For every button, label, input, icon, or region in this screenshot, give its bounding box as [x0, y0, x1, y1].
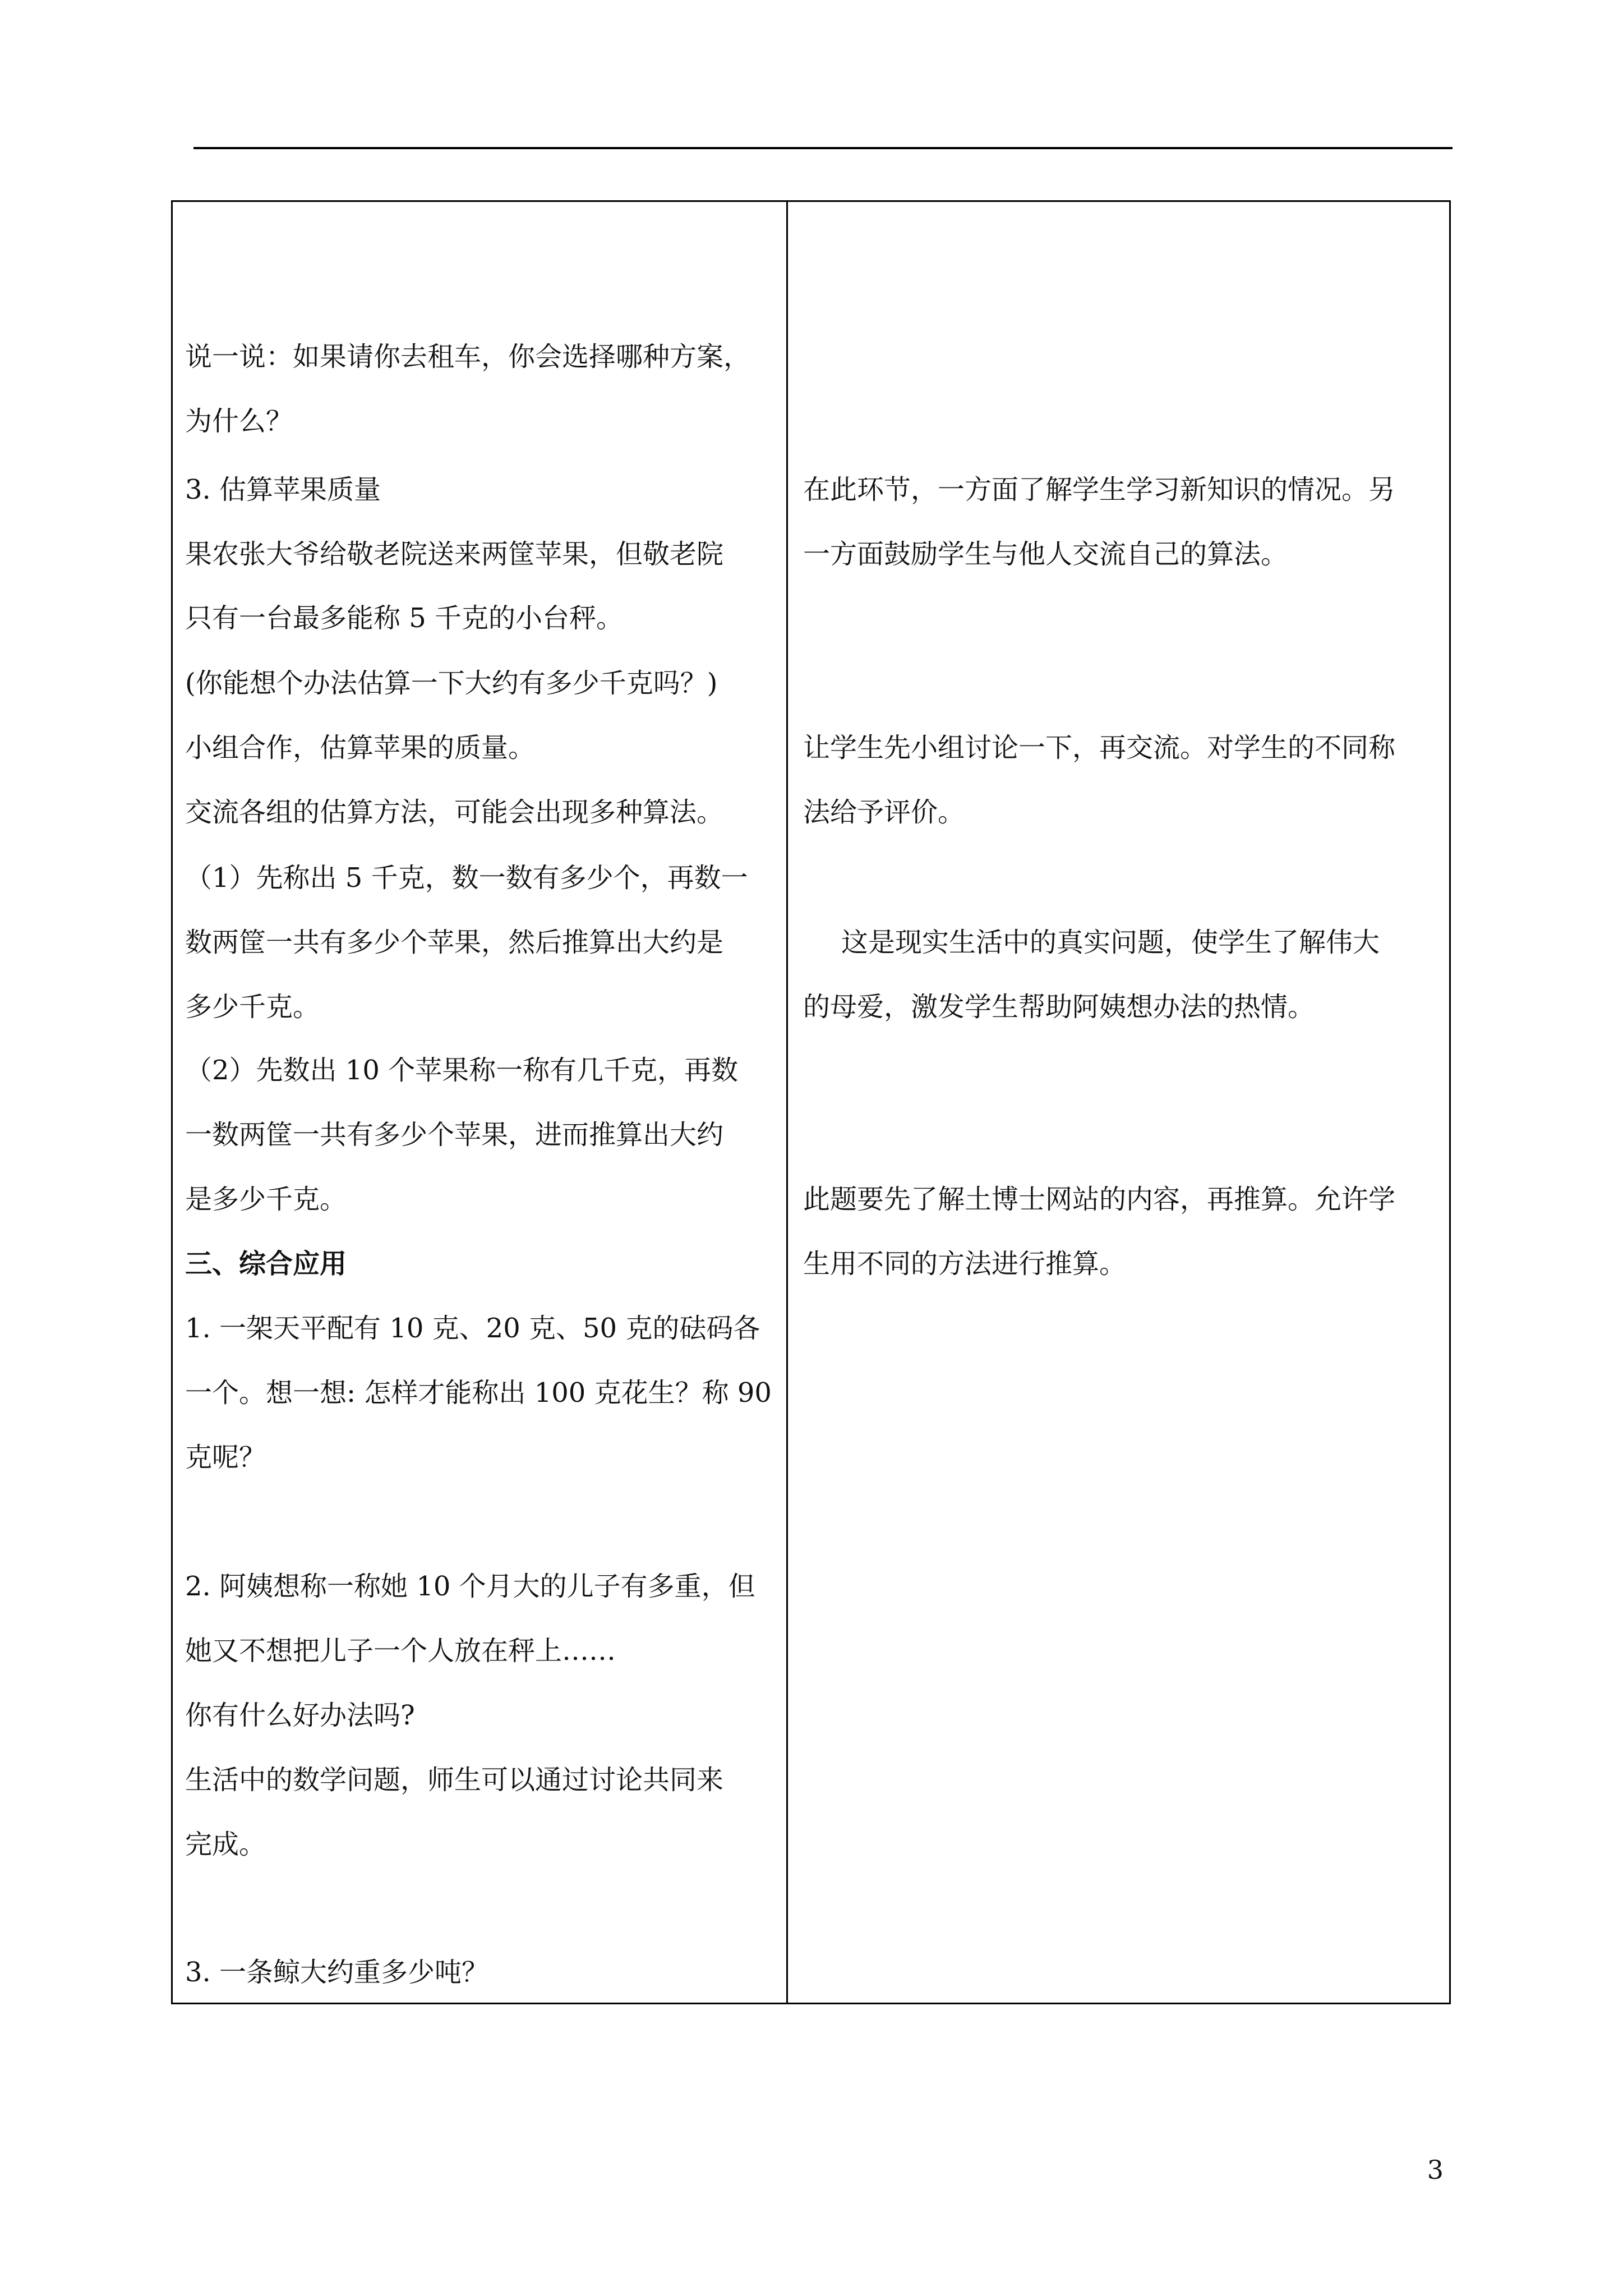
left-text-line: (你能想个办法估算一下大约有多少千克吗？) — [185, 668, 718, 699]
left-text-line: 她又不想把儿子一个人放在秤上…… — [185, 1635, 616, 1667]
left-text-line: 1. 一架天平配有 10 克、20 克、50 克的砝码各 — [185, 1313, 760, 1344]
left-text-line: （1）先称出 5 千克，数一数有多少个，再数一 — [185, 862, 748, 894]
left-text-line: 小组合作，估算苹果的质量。 — [185, 732, 536, 763]
right-text-line: 在此环节，一方面了解学生学习新知识的情况。另 — [803, 474, 1396, 505]
left-text-line: 一个。想一想: 怎样才能称出 100 克花生？称 90 — [185, 1377, 772, 1409]
right-text-line: 生用不同的方法进行推算。 — [803, 1248, 1127, 1280]
left-text-line: 多少千克。 — [185, 991, 320, 1023]
right-text-line: 这是现实生活中的真实问题，使学生了解伟大 — [841, 927, 1380, 958]
left-text-line: 果农张大爷给敬老院送来两筐苹果，但敬老院 — [185, 539, 724, 570]
table-column-divider — [786, 200, 788, 2004]
left-text-line: 你有什么好办法吗? — [185, 1700, 415, 1731]
left-text-line: 生活中的数学问题，师生可以通过讨论共同来 — [185, 1764, 724, 1796]
left-text-line: 完成。 — [185, 1829, 266, 1860]
left-text-line: 克呢？ — [185, 1442, 266, 1473]
lesson-table — [171, 200, 1451, 2004]
left-text-line: 只有一台最多能称 5 千克的小台秤。 — [185, 602, 624, 634]
left-text-line: 2. 阿姨想称一称她 10 个月大的儿子有多重，但 — [185, 1571, 755, 1602]
header-rule — [193, 147, 1453, 149]
section-heading: 三、综合应用 — [185, 1248, 347, 1280]
left-text-line: 3. 估算苹果质量 — [185, 474, 381, 505]
left-text-line: （2）先数出 10 个苹果称一称有几千克，再数 — [185, 1055, 739, 1086]
right-text-line: 的母爱，激发学生帮助阿姨想办法的热情。 — [803, 991, 1315, 1023]
left-text-line: 是多少千克。 — [185, 1184, 347, 1215]
page-number: 3 — [1427, 2155, 1444, 2185]
left-text-line: 说一说：如果请你去租车，你会选择哪种方案， — [185, 341, 751, 372]
left-text-line: 交流各组的估算方法，可能会出现多种算法。 — [185, 797, 724, 828]
left-text-line: 一数两筐一共有多少个苹果，进而推算出大约 — [185, 1119, 724, 1151]
right-text-line: 此题要先了解土博士网站的内容，再推算。允许学 — [803, 1184, 1396, 1215]
left-text-line: 为什么？ — [185, 406, 293, 437]
left-text-line: 3. 一条鲸大约重多少吨？ — [185, 1957, 489, 1988]
right-text-line: 法给予评价。 — [803, 797, 965, 828]
right-text-line: 让学生先小组讨论一下，再交流。对学生的不同称 — [803, 732, 1396, 763]
left-text-line: 数两筐一共有多少个苹果，然后推算出大约是 — [185, 927, 724, 958]
right-text-line: 一方面鼓励学生与他人交流自己的算法。 — [803, 539, 1288, 570]
